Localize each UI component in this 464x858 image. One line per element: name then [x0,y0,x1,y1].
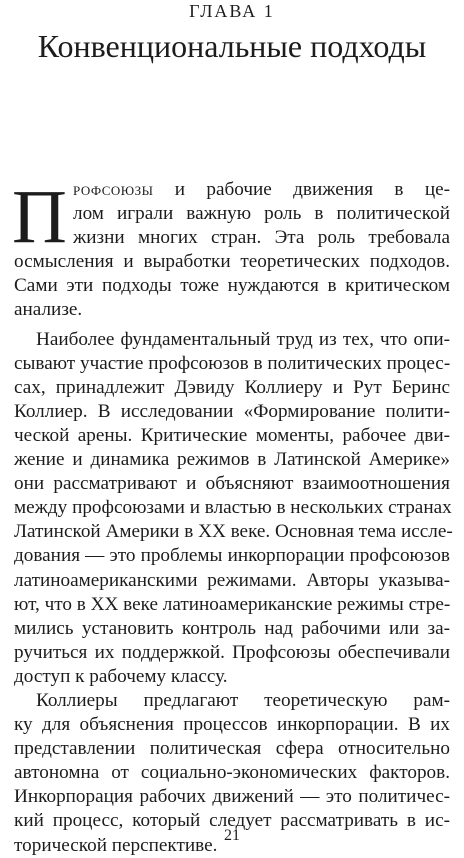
text-line: между профсоюзами и властью в нескольких странах [14,497,452,519]
text-line: лом играли важную роль в политической [73,203,450,225]
text-line: латиноамериканскими режимами. Авторы указыва- [14,569,450,591]
text-line: Коллиеры предлагают теоретическую рам- [36,689,450,711]
text-line: дования — это проблемы инкорпорации профсоюзов [14,545,450,567]
text-line: ручиться их поддержкой. Профсоюзы обеспечивали [14,641,450,663]
text-line: сах, принадлежит Дэвиду Коллиеру и Рут Беринс [14,376,450,398]
text-line: представлении политическая сфера относительно [14,738,450,760]
text-line: ку для объяснения процессов инкорпорации. В их [14,714,450,736]
text-line: осмысления и выработки теоретических подходов. [14,251,450,273]
text-line: Коллиер. В исследовании «Формирование полити- [14,400,450,422]
text-line: кий процесс, который следует рассматривать в ис- [14,810,450,832]
text-line: жизни многих стран. Эта роль требовала [73,227,450,249]
chapter-title: Конвенциональные подходы [37,28,427,64]
text-line: Латинской Америки в XX веке. Основная тема иссле- [14,521,453,543]
opening-smallcaps-word: рофсоюзы [73,179,154,200]
text-line-rest: и рабочие движения в це- [153,179,450,200]
text-line: мились установить контроль над рабочими или за- [14,617,450,639]
text-line: они рассматривают и объясняют взаимоотношения [14,473,450,495]
text-line: торической перспективе. [14,834,218,856]
text-line: Наиболее фундаментальный труд из тех, что опи- [36,328,450,350]
text-line: Сами эти подходы тоже нуждаются в критическом [14,275,450,297]
text-line [14,178,450,202]
text-line: анализе. [14,299,83,321]
text-line: Инкорпорация рабочих движений — это политичес- [14,786,450,808]
text-line: жение и динамика режимов в Латинской Америке» [14,449,450,471]
body-text [12,175,453,858]
text-line: доступ к рабочему классу. [14,665,228,687]
text-line: автономна от социально-экономических факторов. [14,762,450,784]
text-line: ческой арены. Критические моменты, рабочее дви- [14,424,450,446]
text-line: сывают участие профсоюзов в политических процес- [14,352,451,374]
text-line: ют, что в XX веке латиноамериканские режимы стре- [14,593,451,615]
drop-cap: П [12,175,67,259]
chapter-label: ГЛАВА 1 [189,1,275,21]
page-number: 21 [224,827,240,844]
